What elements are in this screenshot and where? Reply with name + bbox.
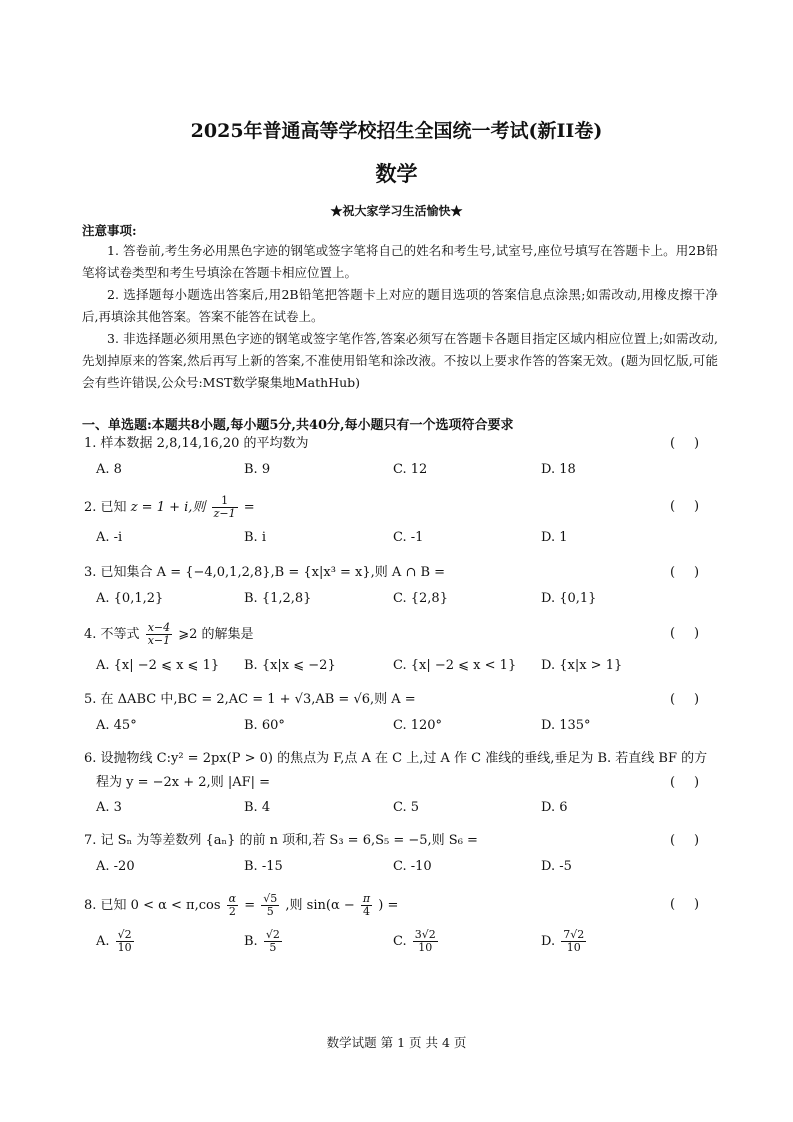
answer-parens: ( )	[670, 775, 700, 790]
option-b: B. i	[244, 530, 266, 545]
answer-parens: ( )	[670, 833, 700, 848]
answer-parens: ( )	[670, 626, 700, 641]
question-1-stem: 1. 样本数据 2,8,14,16,20 的平均数为	[84, 436, 309, 451]
question-6-line-2	[96, 771, 718, 795]
fraction: $\frac{1}{z-1}$	[213, 494, 236, 520]
option-b: B. -15	[244, 859, 283, 874]
question-6-stem-line-2: 程为 y = −2x + 2,则 |AF| =	[96, 775, 271, 790]
option-a: A. {0,1,2}	[96, 591, 164, 606]
question-6	[84, 747, 718, 771]
question-8-options	[96, 929, 696, 953]
notice-item-2: 2. 选择题每小题选出答案后,用2B铅笔把答题卡上对应的题目选项的答案信息点涂黑;如需改动,用橡皮擦干净后,再填涂其他答案。答案不能答在试卷上。	[82, 287, 718, 324]
question-6-options	[96, 796, 696, 820]
fraction: $\frac{√5}{5}$	[263, 892, 278, 918]
question-2-expr: z = 1 + i,则	[130, 500, 206, 515]
option-d: D. 135°	[541, 718, 591, 733]
option-a: A. $\frac{√2}{10}$	[96, 928, 132, 954]
question-1-options	[96, 458, 696, 482]
section-heading: 一、单选题:本题共8小题,每小题5分,共40分,每小题只有一个选项符合要求	[82, 418, 514, 433]
answer-parens: ( )	[670, 436, 700, 451]
fraction: $\frac{\pi}{4}$	[362, 892, 371, 918]
option-b: B. $\frac{√2}{5}$	[244, 928, 280, 954]
option-c: C. 5	[393, 800, 420, 815]
notice-heading: 注意事项:	[82, 223, 137, 238]
option-d: D. 18	[541, 462, 576, 477]
question-7	[84, 829, 718, 853]
answer-parens: ( )	[670, 897, 700, 912]
question-4-options	[96, 654, 696, 678]
question-4-stem: 4. 不等式	[84, 627, 140, 642]
notice-item-3: 3. 非选择题必须用黑色字迹的钢笔或签字笔作答,答案必须写在答题卡各题目指定区域内相应位置上;如需改动,先划掉原来的答案,然后再写上新的答案,不准使用铅笔和涂改液。不按以上要求作答的答案无效。(题为回忆版,可能会有些许错误,公众号:MST数学聚集地MathHub)	[82, 331, 718, 390]
option-b: B. {x|x ⩽ −2}	[244, 658, 336, 673]
option-d: D. 1	[541, 530, 568, 545]
page-footer: 数学试题 第 1 页 共 4 页	[326, 1035, 467, 1050]
question-6-stem-line-1: 6. 设抛物线 C:y² = 2px(P > 0) 的焦点为 F,点 A 在 C 上,过 A 作 C 准线的垂线,垂足为 B. 若直线 BF 的方	[84, 751, 708, 766]
question-3	[84, 561, 718, 585]
question-4: 4. 不等式 $\frac{x-4}{x-1}$ ⩾2 的解集是 ( )	[84, 622, 718, 647]
fraction: $\frac{x-4}{x-1}$	[147, 621, 171, 647]
option-c: C. -10	[393, 859, 432, 874]
option-a: A. -20	[96, 859, 135, 874]
option-d: D. 6	[541, 800, 568, 815]
question-7-options	[96, 855, 696, 879]
option-c: C. 120°	[393, 718, 443, 733]
option-a: A. 8	[96, 462, 122, 477]
question-3-options	[96, 587, 696, 611]
question-2: 2. 已知 z = 1 + i,则 $\frac{1}{z-1}$ = ( )	[84, 495, 718, 520]
answer-parens: ( )	[670, 692, 700, 707]
question-2-stem: 2. 已知	[84, 500, 127, 515]
answer-parens: ( )	[670, 499, 700, 514]
exam-title: 2025年普通高等学校招生全国统一考试(新II卷)	[190, 120, 603, 142]
option-b: B. 4	[244, 800, 271, 815]
option-d: D. {x|x > 1}	[541, 658, 623, 673]
option-b: B. 9	[244, 462, 271, 477]
question-8: 8. 已知 0 < α < π,cos $\frac{\alpha}{2}$ = $\frac{√5}{5}$ ,则 sin(α − $\frac{\pi}{4}$ ) = ( )	[84, 893, 718, 918]
option-b: B. {1,2,8}	[244, 591, 312, 606]
subject-title: 数学	[375, 161, 418, 186]
option-a: A. 3	[96, 800, 122, 815]
option-c: C. -1	[393, 530, 424, 545]
option-a: A. 45°	[96, 718, 137, 733]
answer-parens: ( )	[670, 565, 700, 580]
option-c: C. $\frac{3√2}{10}$	[393, 928, 436, 954]
option-c: C. 12	[393, 462, 428, 477]
option-d: D. $\frac{7√2}{10}$	[541, 928, 585, 954]
option-c: C. {x| −2 ⩽ x < 1}	[393, 658, 517, 673]
motto: ★祝大家学习生活愉快★	[330, 204, 463, 218]
question-5-options	[96, 714, 696, 738]
question-7-stem: 7. 记 Sₙ 为等差数列 {aₙ} 的前 n 项和,若 S₃ = 6,S₅ = −5,则 S₆ =	[84, 833, 478, 848]
option-a: A. {x| −2 ⩽ x ⩽ 1}	[96, 658, 220, 673]
question-2-options	[96, 526, 696, 550]
fraction: $\frac{\alpha}{2}$	[228, 892, 237, 918]
option-b: B. 60°	[244, 718, 285, 733]
notice-item-1: 1. 答卷前,考生务必用黑色字迹的钢笔或签字笔将自己的姓名和考生号,试室号,座位号填写在答题卡上。用2B铅笔将试卷类型和考生号填涂在答题卡相应位置上。	[82, 243, 718, 280]
question-3-stem: 3. 已知集合 A = {−4,0,1,2,8},B = {x|x³ = x},则 A ∩ B =	[84, 565, 446, 580]
option-c: C. {2,8}	[393, 591, 448, 606]
option-d: D. -5	[541, 859, 572, 874]
question-5	[84, 688, 718, 712]
option-a: A. -i	[96, 530, 123, 545]
question-5-stem: 5. 在 ΔABC 中,BC = 2,AC = 1 + √3,AB = √6,则 A =	[84, 692, 416, 707]
option-d: D. {0,1}	[541, 591, 597, 606]
question-8-stem: 8. 已知 0 < α < π,cos	[84, 898, 221, 913]
question-1	[84, 432, 718, 456]
